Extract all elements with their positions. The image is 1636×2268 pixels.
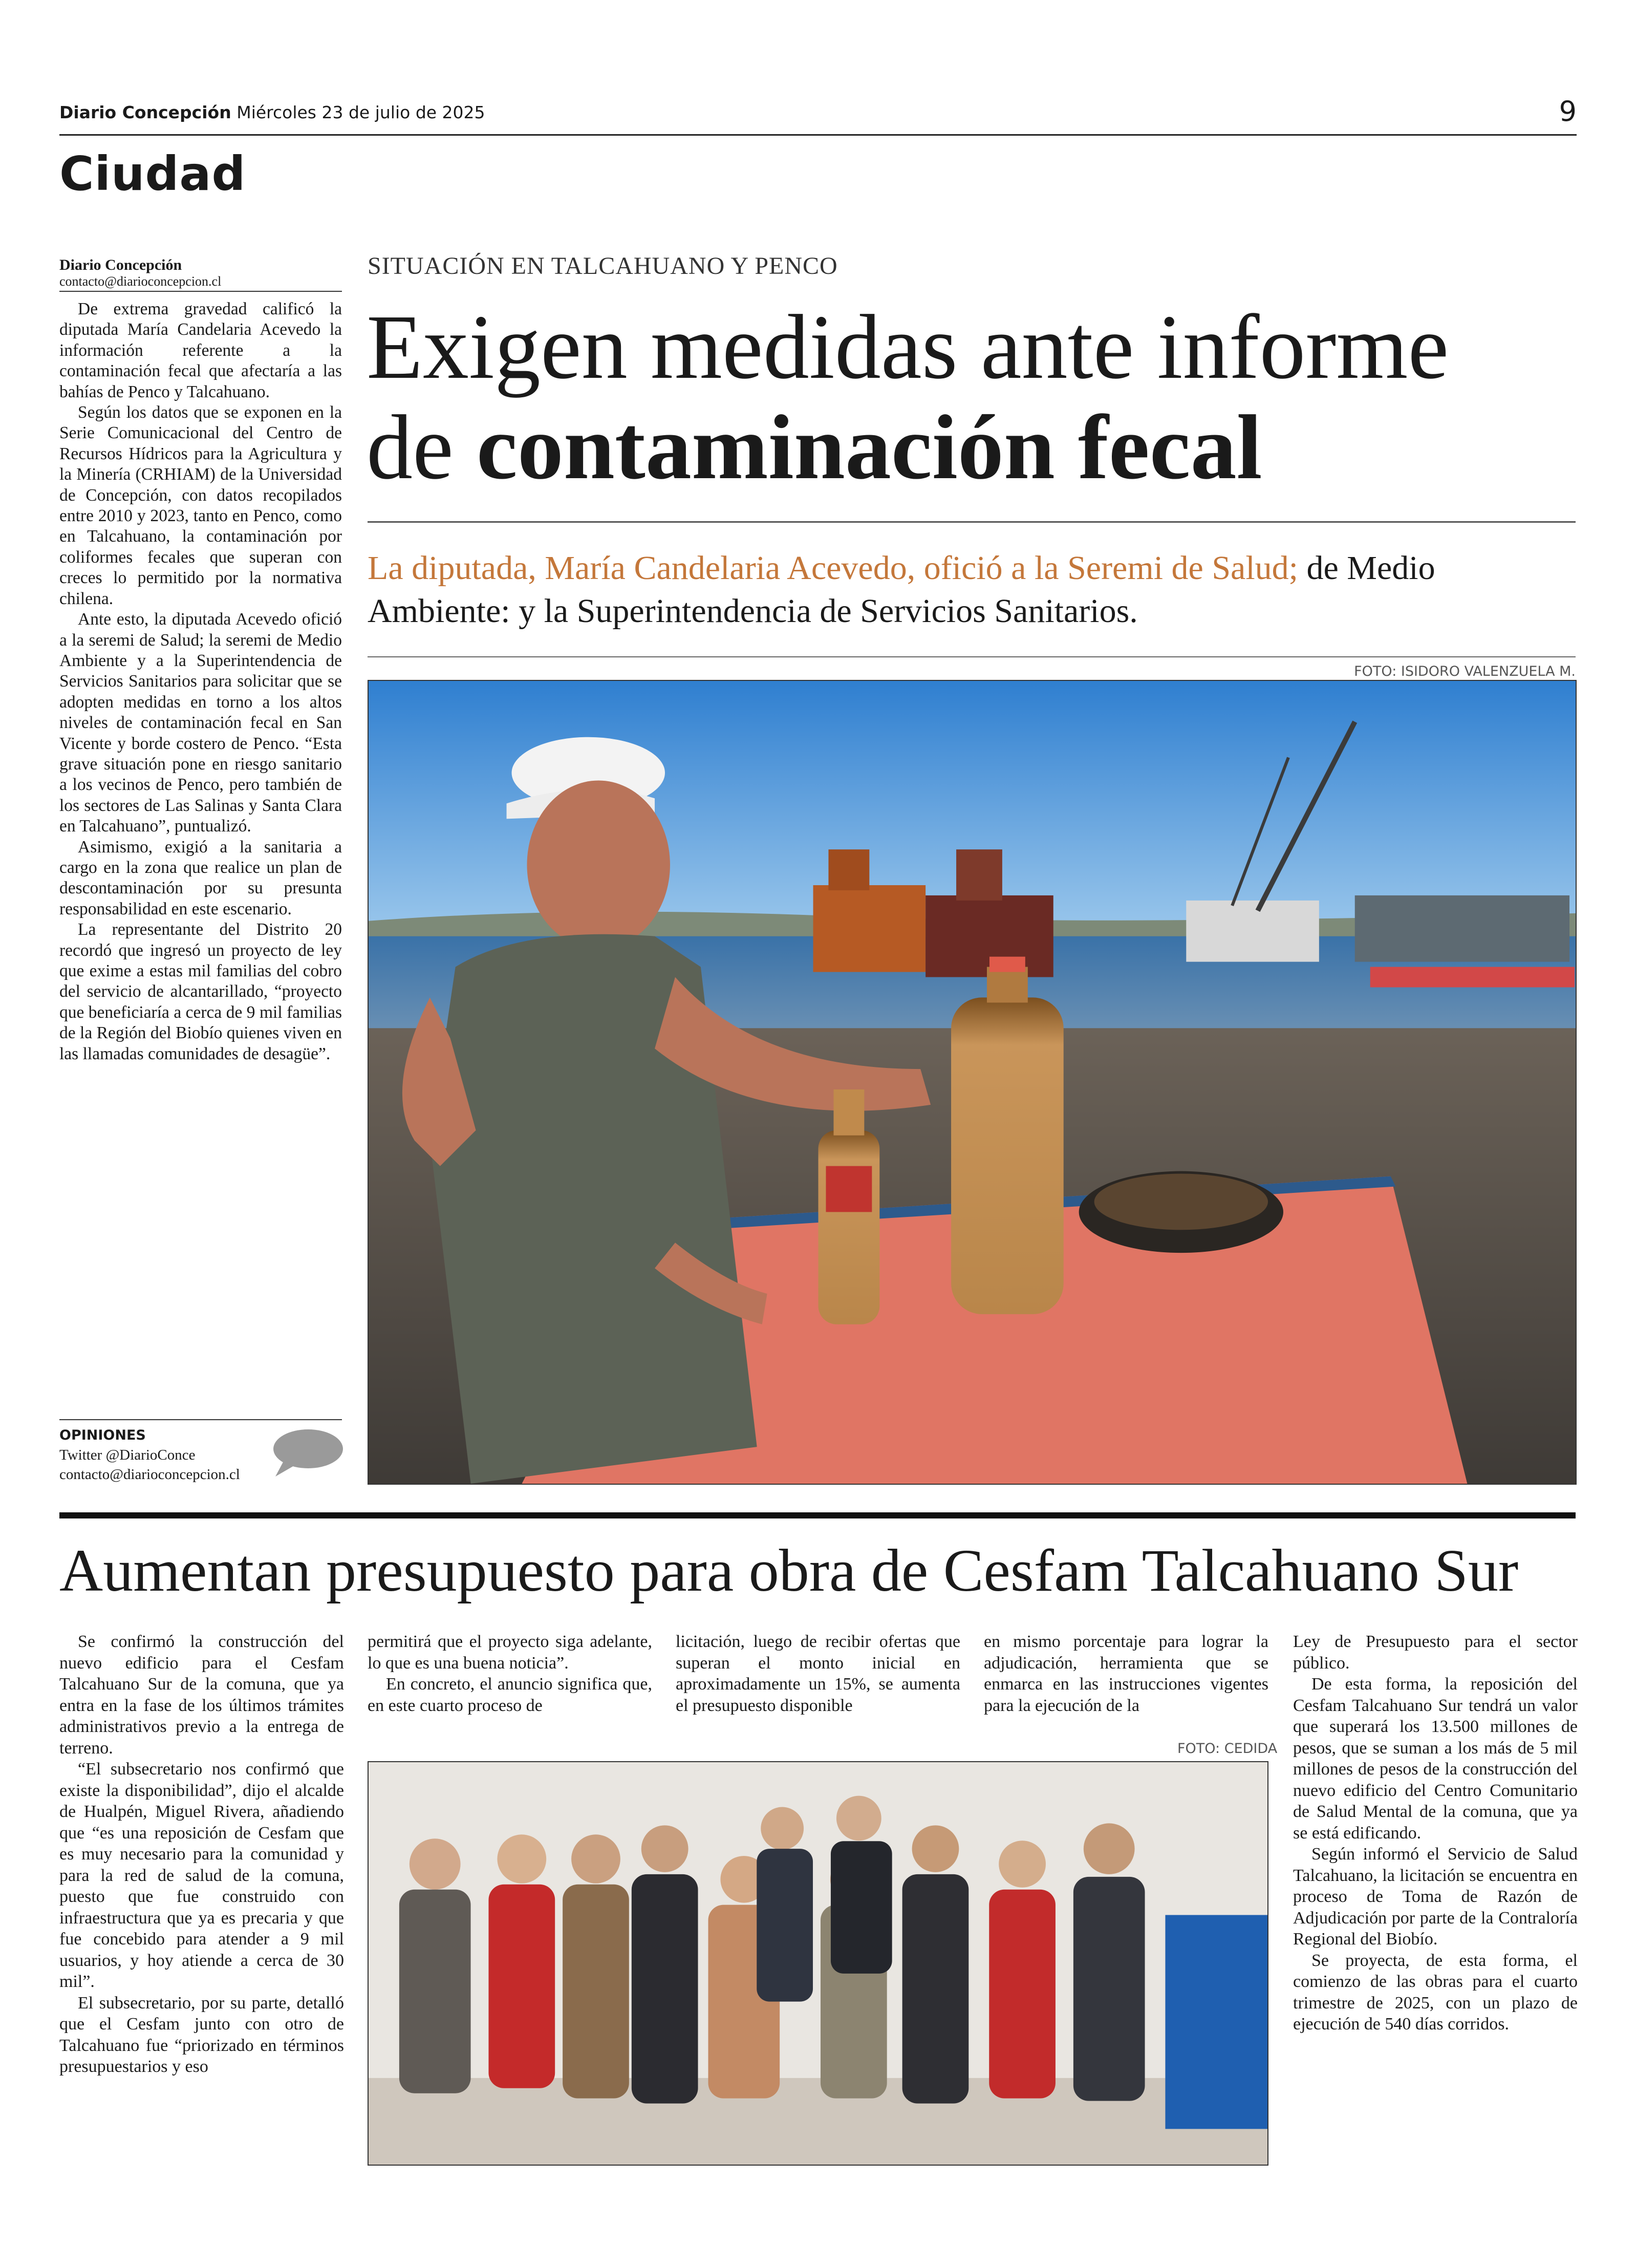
opinions-heading: OPINIONES bbox=[59, 1427, 146, 1443]
byline-name: Diario Concepción bbox=[59, 256, 182, 273]
main-article-body bbox=[59, 299, 342, 1064]
body-paragraph: La representante del Distrito 20 recordó que ingresó un proyecto de ley que exime a estas mil familias del cobro del servicio de alcantarillado, “proyecto que beneficiaría a cerca de 9 mil familias de la Región del Biobío quienes viven en las llamadas comunidades de desagüe”. bbox=[59, 920, 342, 1063]
speech-bubble-icon bbox=[268, 1427, 345, 1479]
second-article-col5 bbox=[1293, 1631, 1578, 2035]
article-kicker: SITUACIÓN EN TALCAHUANO Y PENCO bbox=[368, 252, 838, 280]
opinions-rule bbox=[59, 1419, 342, 1420]
body-paragraph: en mismo porcentaje para lograr la adjudicación, herramienta que se enmarca en las instrucciones vigentes para la ejecución de la bbox=[984, 1632, 1268, 1715]
body-paragraph: En concreto, el anuncio significa que, en este cuarto proceso de bbox=[368, 1675, 652, 1715]
deck-text: de Medio Ambiente: y la Superintendencia de Servicios Sanitarios. bbox=[368, 549, 1435, 630]
second-article-col4 bbox=[984, 1631, 1268, 1716]
deck-accent: La diputada, María Candelaria Acevedo, ofició a la Seremi de Salud; bbox=[368, 549, 1298, 587]
opinions-twitter: Twitter @DiarioConce bbox=[59, 1447, 196, 1463]
article-headline bbox=[367, 297, 1585, 498]
deck-rule bbox=[368, 656, 1576, 657]
body-paragraph: Asimismo, exigió a la sanitaria a cargo en la zona que realice un plan de descontaminación por su presunta responsabilidad en este escenario. bbox=[59, 837, 342, 918]
body-paragraph: permitirá que el proyecto siga adelante, lo que es una buena noticia”. bbox=[368, 1632, 652, 1673]
byline bbox=[59, 257, 342, 290]
photo-credit: FOTO: ISIDORO VALENZUELA M. bbox=[1354, 664, 1576, 679]
body-paragraph: Se confirmó la construcción del nuevo edificio para el Cesfam Talcahuano Sur de la comuna, que ya entra en la fase de los últimos trámites administrativos previo a la entrega de terreno. bbox=[59, 1632, 344, 1758]
masthead-line bbox=[59, 102, 485, 122]
body-paragraph: Según informó el Servicio de Salud Talcahuano, la licitación se encuentra en proceso de Toma de Razón de Adjudicación por parte de la Contraloría Regional del Biobío. bbox=[1293, 1845, 1578, 1949]
body-paragraph: “El subsecretario nos confirmó que existe la disponibilidad”, dijo el alcalde de Hualpén, Miguel Rivera, añadiendo que “es una reposición de Cesfam que es muy necesario para la comunidad y para la red de salud de la comuna, puesto que fue construido con infraestructura que ya es precaria y que fue concebido para atender a 9 mil usuarios, y hoy atiende a cerca de 30 mil”. bbox=[59, 1760, 344, 1991]
headline-bold: contaminación fecal bbox=[476, 396, 1262, 498]
article-deck bbox=[368, 547, 1576, 633]
article-photo-group bbox=[368, 1761, 1268, 2166]
second-article-col1 bbox=[59, 1631, 344, 2078]
issue-date: Miércoles 23 de julio de 2025 bbox=[236, 102, 485, 122]
header-rule bbox=[59, 134, 1577, 136]
headline-prefix: de bbox=[367, 396, 477, 498]
page-number: 9 bbox=[1559, 95, 1577, 127]
body-paragraph: Ante esto, la diputada Acevedo ofició a la seremi de Salud; la seremi de Medio Ambiente y a la Superintendencia de Servicios Sanitarios para solicitar que se adopten medidas en torno a los altos niveles de contaminación fecal en San Vicente y borde costero de Penco. “Esta grave situación pone en riesgo sanitario a los vecinos de Penco, pero también de los sectores de Las Salinas y Santa Clara en Talcahuano”, puntualizó. bbox=[59, 610, 342, 836]
byline-email: contacto@diarioconcepcion.cl bbox=[59, 274, 222, 289]
body-paragraph: Ley de Presupuesto para el sector público. bbox=[1293, 1632, 1578, 1673]
opinions-email: contacto@diarioconcepcion.cl bbox=[59, 1466, 240, 1483]
story-divider bbox=[59, 1512, 1576, 1518]
second-headline: Aumentan presupuesto para obra de Cesfam Talcahuano Sur bbox=[59, 1537, 1519, 1604]
second-article-col2 bbox=[368, 1631, 652, 1716]
body-paragraph: De extrema gravedad calificó la diputada María Candelaria Acevedo la información referente a la contaminación fecal que afectaría a las bahías de Penco y Talcahuano. bbox=[59, 299, 342, 401]
headline-rule bbox=[368, 521, 1576, 523]
body-paragraph: Según los datos que se exponen en la Serie Comunicacional del Centro de Recursos Hídricos para la Agricultura y la Minería (CRHIAM) de la Universidad de Concepción, con datos recopilados entre 2010 y 2023, tanto en Penco, como en Talcahuano, la contaminación por coliformes fecales que superan con creces lo permitido por la normativa chilena. bbox=[59, 403, 342, 608]
body-paragraph: Se proyecta, de esta forma, el comienzo de las obras para el cuarto trimestre de 2025, con un plazo de ejecución de 540 días corridos. bbox=[1293, 1951, 1578, 2034]
photo-credit: FOTO: CEDIDA bbox=[1177, 1741, 1278, 1757]
byline-rule bbox=[59, 291, 342, 292]
body-paragraph: De esta forma, la reposición del Cesfam Talcahuano Sur tendrá un valor que superará los 13.500 millones de pesos, que se suman a los más de 5 mil millones de pesos de la construcción del nuevo edificio del Centro Comunitario de Salud Mental de la comuna, que ya se está edificando. bbox=[1293, 1675, 1578, 1843]
publication-name: Diario Concepción bbox=[59, 102, 231, 122]
second-article-col3 bbox=[676, 1631, 960, 1716]
section-title: Ciudad bbox=[59, 146, 246, 201]
headline-line1: Exigen medidas ante informe bbox=[367, 296, 1449, 398]
article-photo-fisherman bbox=[368, 680, 1577, 1485]
body-paragraph: El subsecretario, por su parte, detalló que el Cesfam junto con otro de Talcahuano fue “priorizado en términos presupuestarios y eso bbox=[59, 1993, 344, 2076]
body-paragraph: licitación, luego de recibir ofertas que superan el monto inicial en aproximadamente un 15%, se aumenta el presupuesto disponible bbox=[676, 1632, 960, 1715]
